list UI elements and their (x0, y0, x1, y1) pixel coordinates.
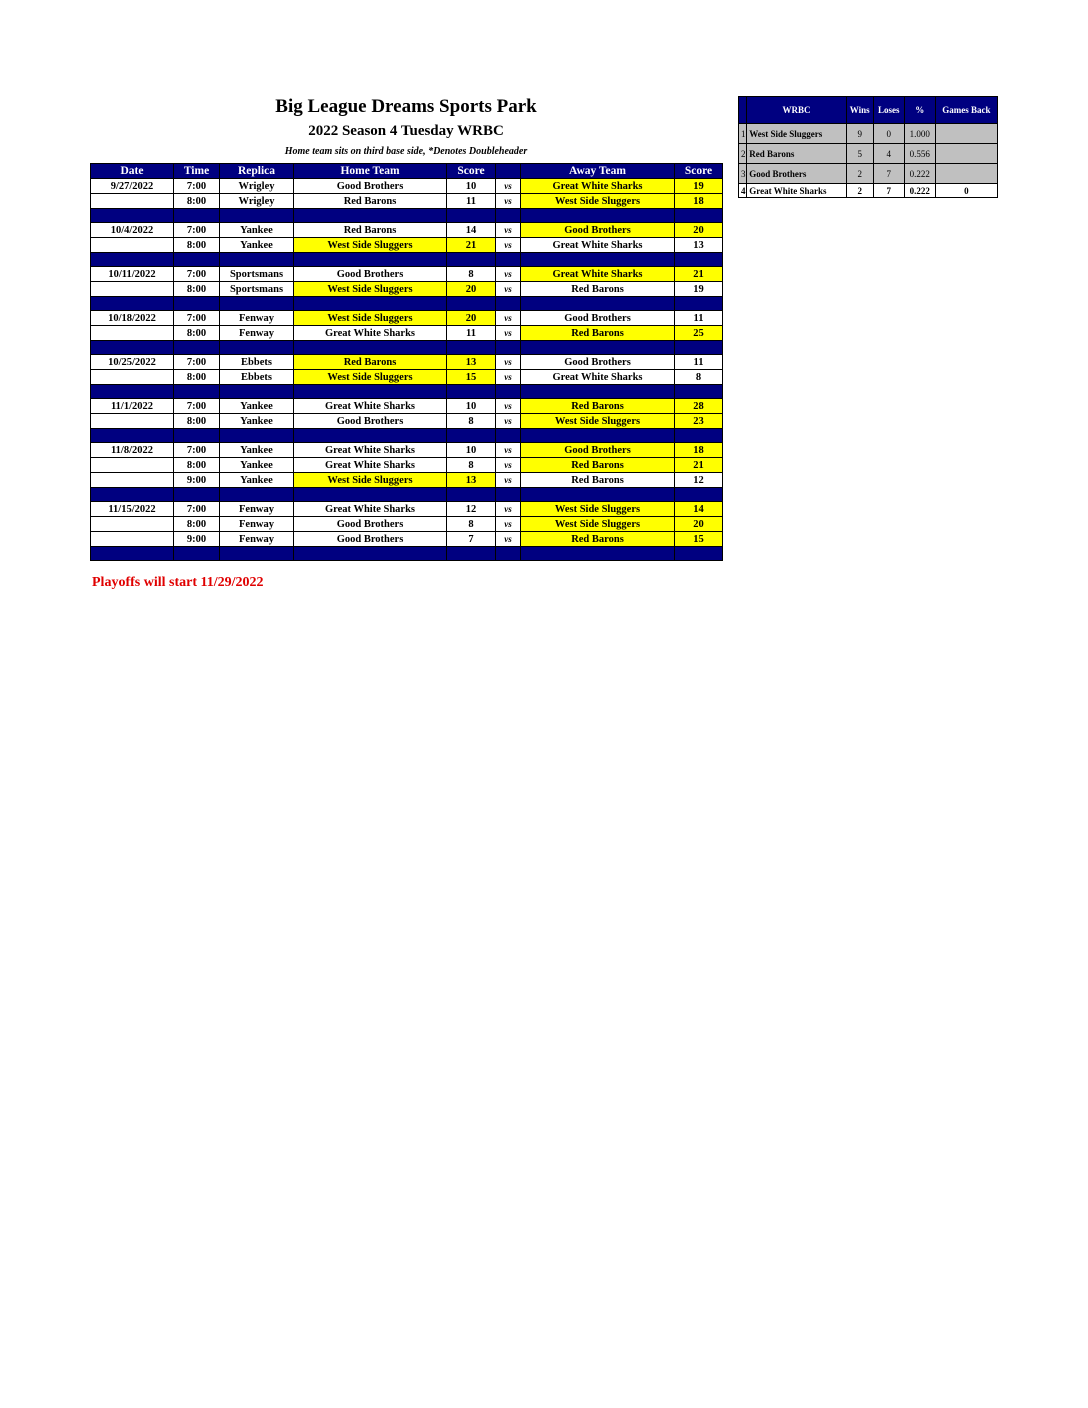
replica-cell: Sportsmans (220, 282, 294, 297)
separator-cell (496, 341, 521, 355)
column-header-time: Time (174, 164, 220, 179)
date-cell (91, 238, 174, 253)
vs-cell: vs (496, 194, 521, 209)
game-row (91, 267, 723, 282)
away-score-cell: 8 (675, 370, 723, 385)
home-team-cell: West Side Sluggers (294, 238, 447, 253)
home-score-cell: 20 (447, 311, 496, 326)
vs-cell: vs (496, 326, 521, 341)
team-cell: Red Barons (747, 144, 846, 164)
replica-cell: Fenway (220, 502, 294, 517)
away-team-cell: Great White Sharks (521, 179, 675, 194)
home-team-cell: West Side Sluggers (294, 282, 447, 297)
separator-cell (174, 341, 220, 355)
separator-cell (496, 297, 521, 311)
time-cell: 8:00 (174, 370, 220, 385)
separator-cell (447, 429, 496, 443)
column-header-home-score: Score (447, 164, 496, 179)
home-team-cell: Good Brothers (294, 517, 447, 532)
rank-cell: 4 (739, 184, 747, 198)
game-row (91, 458, 723, 473)
playoffs-notice: Playoffs will start 11/29/2022 (92, 575, 264, 590)
away-team-cell: Red Barons (521, 399, 675, 414)
home-team-cell: Red Barons (294, 194, 447, 209)
separator-cell (91, 488, 174, 502)
date-cell (91, 517, 174, 532)
games-back-cell (935, 164, 997, 184)
home-team-cell: Good Brothers (294, 414, 447, 429)
separator-cell (174, 209, 220, 223)
replica-cell: Fenway (220, 311, 294, 326)
home-score-cell: 8 (447, 517, 496, 532)
separator-cell (294, 547, 447, 561)
vs-cell: vs (496, 473, 521, 488)
date-cell (91, 282, 174, 297)
time-cell: 8:00 (174, 194, 220, 209)
away-team-cell: West Side Sluggers (521, 502, 675, 517)
away-score-cell: 20 (675, 517, 723, 532)
wins-cell: 5 (846, 144, 873, 164)
home-score-cell: 14 (447, 223, 496, 238)
pct-cell: 1.000 (904, 124, 935, 144)
time-cell: 8:00 (174, 458, 220, 473)
game-row (91, 238, 723, 253)
game-row (91, 355, 723, 370)
separator-cell (521, 253, 675, 267)
home-score-cell: 10 (447, 399, 496, 414)
separator-cell (91, 253, 174, 267)
away-team-cell: Good Brothers (521, 355, 675, 370)
wins-cell: 2 (846, 184, 873, 198)
away-score-cell: 28 (675, 399, 723, 414)
schedule-separator-row (91, 209, 723, 223)
loses-cell: 7 (873, 164, 904, 184)
schedule-separator-row (91, 488, 723, 502)
time-cell: 9:00 (174, 532, 220, 547)
away-team-cell: Red Barons (521, 326, 675, 341)
date-cell: 9/27/2022 (91, 179, 174, 194)
wins-cell: 9 (846, 124, 873, 144)
team-cell: West Side Sluggers (747, 124, 846, 144)
rank-cell: 1 (739, 124, 747, 144)
separator-cell (675, 488, 723, 502)
separator-cell (675, 547, 723, 561)
page-subtitle: 2022 Season 4 Tuesday WRBC (308, 123, 504, 139)
vs-cell: vs (496, 179, 521, 194)
vs-cell: vs (496, 355, 521, 370)
date-cell: 11/1/2022 (91, 399, 174, 414)
standings-row (739, 164, 998, 184)
replica-cell: Sportsmans (220, 267, 294, 282)
team-cell: Great White Sharks (747, 184, 846, 198)
standings-header-loses: Loses (873, 97, 904, 124)
away-score-cell: 12 (675, 473, 723, 488)
time-cell: 7:00 (174, 311, 220, 326)
home-score-cell: 21 (447, 238, 496, 253)
away-team-cell: Great White Sharks (521, 238, 675, 253)
vs-cell: vs (496, 267, 521, 282)
standings-header-wins: Wins (846, 97, 873, 124)
schedule-separator-row (91, 547, 723, 561)
separator-cell (521, 209, 675, 223)
replica-cell: Fenway (220, 532, 294, 547)
away-team-cell: West Side Sluggers (521, 414, 675, 429)
separator-cell (675, 253, 723, 267)
pct-cell: 0.556 (904, 144, 935, 164)
game-row (91, 311, 723, 326)
standings-header-rank (739, 97, 747, 124)
away-score-cell: 23 (675, 414, 723, 429)
separator-cell (220, 341, 294, 355)
time-cell: 7:00 (174, 267, 220, 282)
away-score-cell: 14 (675, 502, 723, 517)
home-score-cell: 8 (447, 414, 496, 429)
away-score-cell: 21 (675, 267, 723, 282)
pct-cell: 0.222 (904, 184, 935, 198)
date-cell (91, 414, 174, 429)
vs-cell: vs (496, 370, 521, 385)
replica-cell: Wrigley (220, 194, 294, 209)
replica-cell: Yankee (220, 399, 294, 414)
game-row (91, 502, 723, 517)
vs-cell: vs (496, 414, 521, 429)
loses-cell: 4 (873, 144, 904, 164)
away-score-cell: 25 (675, 326, 723, 341)
separator-cell (91, 429, 174, 443)
away-score-cell: 13 (675, 238, 723, 253)
date-cell: 11/15/2022 (91, 502, 174, 517)
loses-cell: 0 (873, 124, 904, 144)
date-cell: 10/11/2022 (91, 267, 174, 282)
away-team-cell: Great White Sharks (521, 370, 675, 385)
separator-cell (675, 385, 723, 399)
standings-header-games-back: Games Back (935, 97, 997, 124)
schedule-table (90, 163, 723, 561)
separator-cell (447, 488, 496, 502)
replica-cell: Yankee (220, 414, 294, 429)
time-cell: 7:00 (174, 502, 220, 517)
separator-cell (521, 385, 675, 399)
standings-body (739, 124, 998, 198)
away-score-cell: 15 (675, 532, 723, 547)
home-team-cell: Great White Sharks (294, 326, 447, 341)
time-cell: 7:00 (174, 179, 220, 194)
separator-cell (294, 341, 447, 355)
home-team-cell: Great White Sharks (294, 502, 447, 517)
home-score-cell: 10 (447, 179, 496, 194)
date-cell (91, 473, 174, 488)
separator-cell (447, 297, 496, 311)
time-cell: 8:00 (174, 414, 220, 429)
vs-cell: vs (496, 532, 521, 547)
separator-cell (496, 253, 521, 267)
separator-cell (447, 209, 496, 223)
vs-cell: vs (496, 238, 521, 253)
separator-cell (91, 209, 174, 223)
game-row (91, 194, 723, 209)
separator-cell (496, 488, 521, 502)
separator-cell (294, 297, 447, 311)
separator-cell (174, 385, 220, 399)
separator-cell (174, 547, 220, 561)
away-team-cell: Red Barons (521, 282, 675, 297)
replica-cell: Ebbets (220, 370, 294, 385)
separator-cell (675, 297, 723, 311)
separator-cell (220, 488, 294, 502)
home-team-cell: Red Barons (294, 355, 447, 370)
separator-cell (294, 253, 447, 267)
vs-cell: vs (496, 502, 521, 517)
pct-cell: 0.222 (904, 164, 935, 184)
team-cell: Good Brothers (747, 164, 846, 184)
schedule-separator-row (91, 341, 723, 355)
home-team-cell: West Side Sluggers (294, 311, 447, 326)
separator-cell (496, 209, 521, 223)
separator-cell (294, 385, 447, 399)
separator-cell (220, 297, 294, 311)
column-header-replica: Replica (220, 164, 294, 179)
separator-cell (174, 297, 220, 311)
away-score-cell: 11 (675, 355, 723, 370)
separator-cell (220, 209, 294, 223)
separator-cell (220, 385, 294, 399)
game-row (91, 399, 723, 414)
wins-cell: 2 (846, 164, 873, 184)
home-team-cell: Good Brothers (294, 267, 447, 282)
time-cell: 7:00 (174, 443, 220, 458)
vs-cell: vs (496, 443, 521, 458)
separator-cell (91, 547, 174, 561)
away-team-cell: Red Barons (521, 458, 675, 473)
schedule-separator-row (91, 385, 723, 399)
schedule-separator-row (91, 429, 723, 443)
separator-cell (675, 341, 723, 355)
separator-cell (521, 488, 675, 502)
home-team-cell: Good Brothers (294, 179, 447, 194)
vs-cell: vs (496, 223, 521, 238)
home-score-cell: 8 (447, 267, 496, 282)
time-cell: 8:00 (174, 238, 220, 253)
home-team-cell: Red Barons (294, 223, 447, 238)
home-score-cell: 8 (447, 458, 496, 473)
separator-cell (174, 253, 220, 267)
time-cell: 8:00 (174, 326, 220, 341)
separator-cell (521, 341, 675, 355)
separator-cell (447, 341, 496, 355)
separator-cell (496, 547, 521, 561)
vs-cell: vs (496, 517, 521, 532)
schedule-separator-row (91, 253, 723, 267)
vs-cell: vs (496, 458, 521, 473)
date-cell: 10/25/2022 (91, 355, 174, 370)
date-cell (91, 532, 174, 547)
separator-cell (294, 488, 447, 502)
home-team-cell: Great White Sharks (294, 458, 447, 473)
date-cell: 11/8/2022 (91, 443, 174, 458)
home-score-cell: 10 (447, 443, 496, 458)
separator-cell (496, 385, 521, 399)
games-back-cell (935, 124, 997, 144)
replica-cell: Ebbets (220, 355, 294, 370)
standings-header-row (739, 97, 998, 124)
time-cell: 7:00 (174, 399, 220, 414)
game-row (91, 473, 723, 488)
away-score-cell: 21 (675, 458, 723, 473)
loses-cell: 7 (873, 184, 904, 198)
separator-cell (91, 385, 174, 399)
standings-row (739, 184, 998, 198)
separator-cell (220, 429, 294, 443)
date-cell (91, 194, 174, 209)
time-cell: 8:00 (174, 282, 220, 297)
separator-cell (496, 429, 521, 443)
time-cell: 7:00 (174, 223, 220, 238)
home-score-cell: 7 (447, 532, 496, 547)
game-row (91, 223, 723, 238)
separator-cell (294, 209, 447, 223)
replica-cell: Wrigley (220, 179, 294, 194)
date-cell (91, 458, 174, 473)
away-team-cell: Red Barons (521, 532, 675, 547)
separator-cell (675, 429, 723, 443)
standings-row (739, 124, 998, 144)
home-team-cell: Great White Sharks (294, 399, 447, 414)
separator-cell (521, 429, 675, 443)
separator-cell (521, 297, 675, 311)
game-row (91, 326, 723, 341)
away-team-cell: Red Barons (521, 473, 675, 488)
column-header-home-team: Home Team (294, 164, 447, 179)
away-score-cell: 18 (675, 443, 723, 458)
rank-cell: 2 (739, 144, 747, 164)
home-score-cell: 15 (447, 370, 496, 385)
game-row (91, 179, 723, 194)
replica-cell: Yankee (220, 238, 294, 253)
home-score-cell: 13 (447, 355, 496, 370)
schedule-header-row (91, 164, 723, 179)
away-team-cell: Good Brothers (521, 443, 675, 458)
game-row (91, 532, 723, 547)
game-row (91, 282, 723, 297)
column-header-date: Date (91, 164, 174, 179)
away-team-cell: West Side Sluggers (521, 517, 675, 532)
separator-cell (91, 341, 174, 355)
separator-cell (174, 488, 220, 502)
away-score-cell: 11 (675, 311, 723, 326)
games-back-cell (935, 144, 997, 164)
home-team-cell: Great White Sharks (294, 443, 447, 458)
separator-cell (675, 209, 723, 223)
home-team-cell: West Side Sluggers (294, 473, 447, 488)
replica-cell: Yankee (220, 458, 294, 473)
away-team-cell: Good Brothers (521, 311, 675, 326)
home-score-cell: 11 (447, 194, 496, 209)
column-header-vs (496, 164, 521, 179)
home-team-cell: West Side Sluggers (294, 370, 447, 385)
away-score-cell: 19 (675, 179, 723, 194)
separator-cell (174, 429, 220, 443)
page-title: Big League Dreams Sports Park (275, 96, 537, 117)
game-row (91, 517, 723, 532)
schedule-body (91, 179, 723, 561)
time-cell: 7:00 (174, 355, 220, 370)
separator-cell (220, 253, 294, 267)
vs-cell: vs (496, 311, 521, 326)
date-cell: 10/4/2022 (91, 223, 174, 238)
home-team-cell: Good Brothers (294, 532, 447, 547)
game-row (91, 443, 723, 458)
standings-table (738, 96, 998, 198)
schedule-separator-row (91, 297, 723, 311)
home-score-cell: 12 (447, 502, 496, 517)
replica-cell: Fenway (220, 326, 294, 341)
standings-header-league: WRBC (747, 97, 846, 124)
away-team-cell: Good Brothers (521, 223, 675, 238)
date-cell (91, 370, 174, 385)
separator-cell (447, 547, 496, 561)
column-header-away-team: Away Team (521, 164, 675, 179)
standings-row (739, 144, 998, 164)
vs-cell: vs (496, 399, 521, 414)
separator-cell (294, 429, 447, 443)
replica-cell: Yankee (220, 223, 294, 238)
replica-cell: Yankee (220, 443, 294, 458)
time-cell: 8:00 (174, 517, 220, 532)
column-header-away-score: Score (675, 164, 723, 179)
vs-cell: vs (496, 282, 521, 297)
away-team-cell: Great White Sharks (521, 267, 675, 282)
separator-cell (91, 297, 174, 311)
separator-cell (447, 385, 496, 399)
separator-cell (220, 547, 294, 561)
time-cell: 9:00 (174, 473, 220, 488)
replica-cell: Fenway (220, 517, 294, 532)
home-score-cell: 11 (447, 326, 496, 341)
separator-cell (447, 253, 496, 267)
games-back-cell: 0 (935, 184, 997, 198)
home-score-cell: 13 (447, 473, 496, 488)
away-team-cell: West Side Sluggers (521, 194, 675, 209)
game-row (91, 370, 723, 385)
away-score-cell: 18 (675, 194, 723, 209)
date-cell (91, 326, 174, 341)
separator-cell (521, 547, 675, 561)
date-cell: 10/18/2022 (91, 311, 174, 326)
schedule-note: Home team sits on third base side, *Denotes Doubleheader (284, 146, 528, 157)
game-row (91, 414, 723, 429)
standings-header-pct: % (904, 97, 935, 124)
replica-cell: Yankee (220, 473, 294, 488)
away-score-cell: 19 (675, 282, 723, 297)
home-score-cell: 20 (447, 282, 496, 297)
away-score-cell: 20 (675, 223, 723, 238)
rank-cell: 3 (739, 164, 747, 184)
